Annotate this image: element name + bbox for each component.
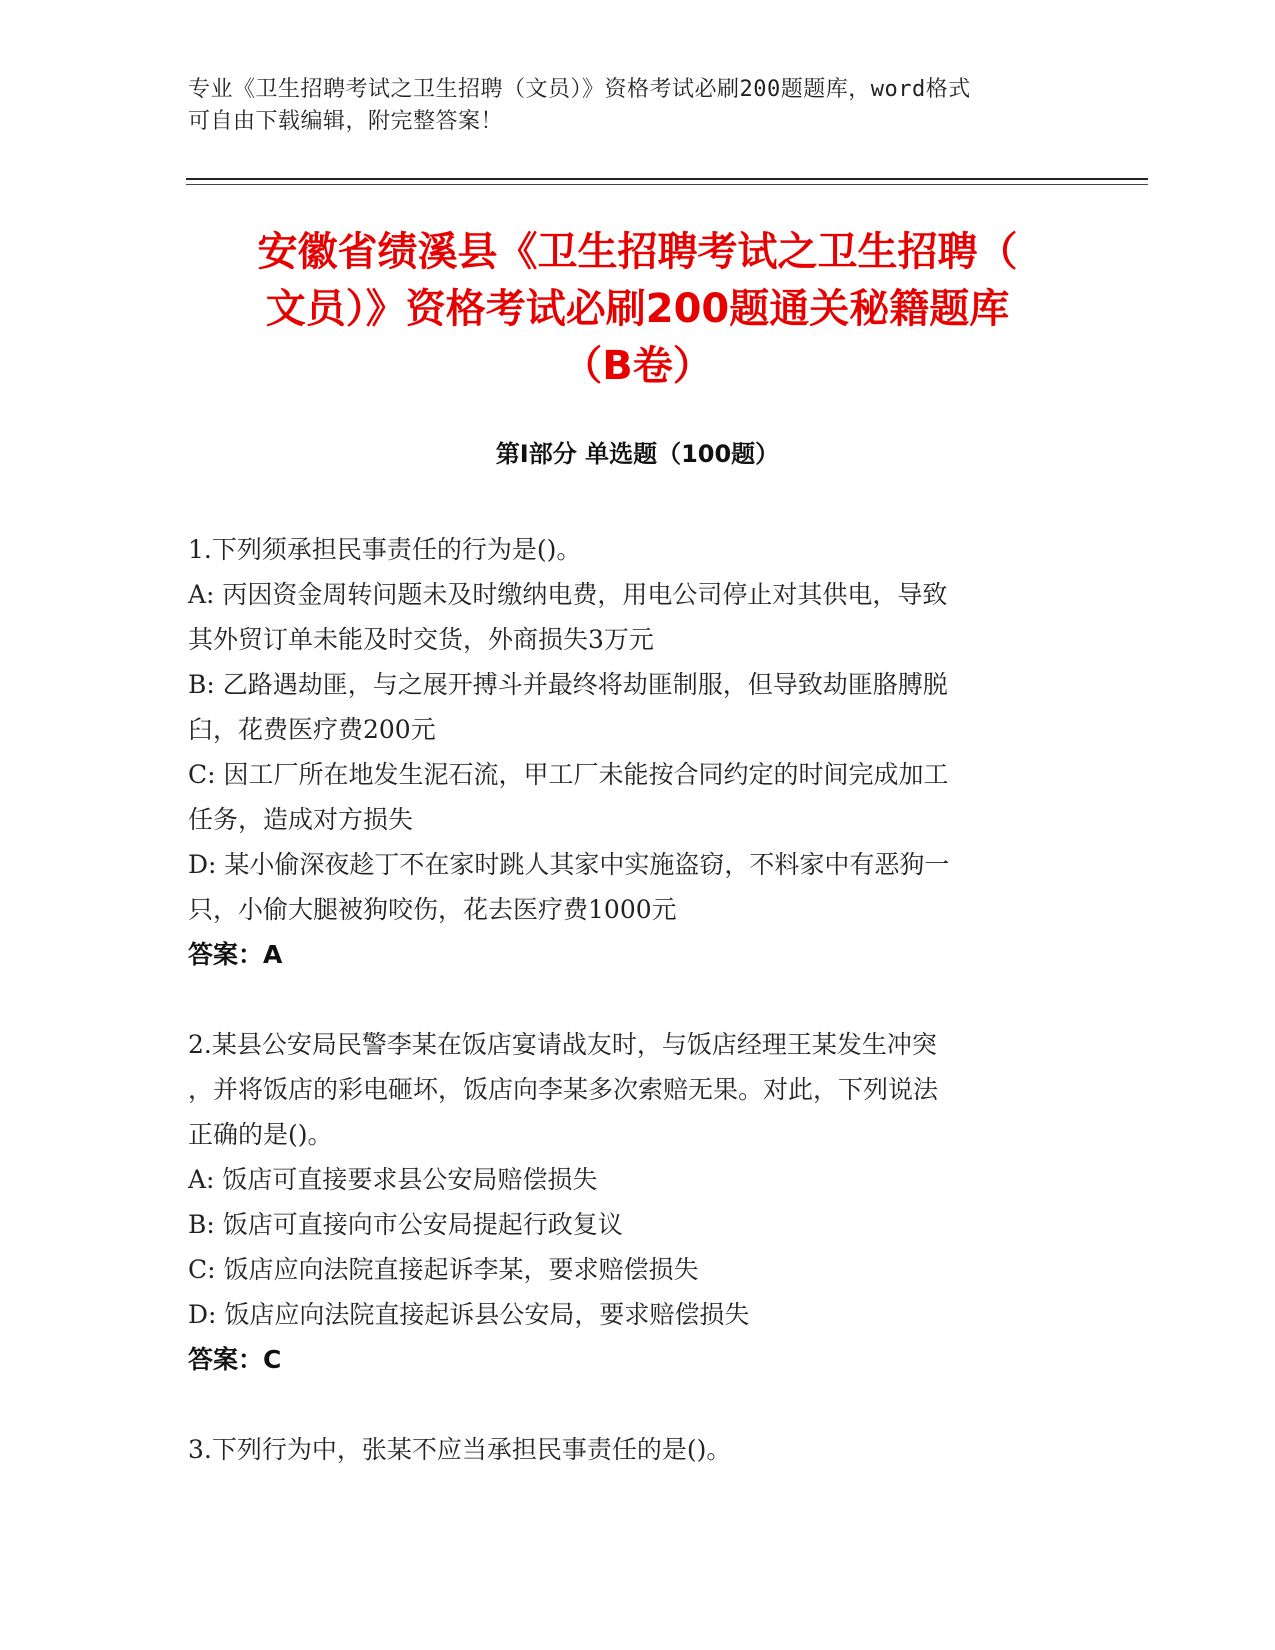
option-b: B: 乙路遇劫匪，与之展开搏斗并最终将劫匪制服，但导致劫匪胳膊脱 [188, 670, 948, 699]
answer-label: 答案：A [188, 940, 283, 969]
section-heading: 第Ⅰ部分 单选题（100题） [495, 440, 780, 468]
question-stem: 3.下列行为中，张某不应当承担民事责任的是()。 [188, 1435, 732, 1464]
question-3 [188, 1427, 1088, 1472]
question-stem: 1.下列须承担民事责任的行为是()。 [188, 535, 582, 564]
option-b: B: 饭店可直接向市公安局提起行政复议 [188, 1210, 623, 1239]
header-note [188, 74, 1068, 138]
header-note-line: 专业《卫生招聘考试之卫生招聘（文员）》资格考试必刷200题题库，word格式 [188, 77, 971, 102]
question-stem: 2.某县公安局民警李某在饭店宴请战友时，与饭店经理王某发生冲突 [188, 1030, 937, 1059]
option-d: D: 饭店应向法院直接起诉县公安局，要求赔偿损失 [188, 1300, 750, 1329]
option-c: C: 饭店应向法院直接起诉李某，要求赔偿损失 [188, 1255, 699, 1284]
question-list [188, 527, 1088, 1517]
question-stem-continued: ，并将饭店的彩电砸坏，饭店向李某多次索赔无果。对此，下列说法 [188, 1075, 939, 1104]
option-c-continued: 任务，造成对方损失 [188, 805, 414, 834]
answer-label: 答案：C [188, 1345, 282, 1374]
option-c: C: 因工厂所在地发生泥石流，甲工厂未能按合同约定的时间完成加工 [188, 760, 949, 789]
header-note-line: 可自由下载编辑，附完整答案！ [188, 109, 504, 134]
title-line: 文员）》资格考试必刷200题通关秘籍题库 [265, 286, 1010, 332]
question-1 [188, 527, 1088, 977]
option-d: D: 某小偷深夜趁丁不在家时跳人其家中实施盗窃，不料家中有恶狗一 [188, 850, 950, 879]
option-a: A: 饭店可直接要求县公安局赔偿损失 [188, 1165, 598, 1194]
option-b-continued: 臼，花费医疗费200元 [188, 715, 436, 744]
title-line: 安徽省绩溪县《卫生招聘考试之卫生招聘（ [257, 229, 1018, 275]
option-a-continued: 其外贸订单未能及时交货，外商损失3万元 [188, 625, 654, 654]
header-rule-thin [186, 184, 1148, 185]
option-d-continued: 只，小偷大腿被狗咬伤，花去医疗费1000元 [188, 895, 677, 924]
question-stem-continued: 正确的是()。 [188, 1120, 333, 1149]
title-line: （B卷） [562, 343, 713, 389]
header-rule-thick [186, 178, 1148, 180]
document-title [160, 224, 1115, 395]
question-2 [188, 1022, 1088, 1382]
option-a: A: 丙因资金周转问题未及时缴纳电费，用电公司停止对其供电，导致 [188, 580, 948, 609]
